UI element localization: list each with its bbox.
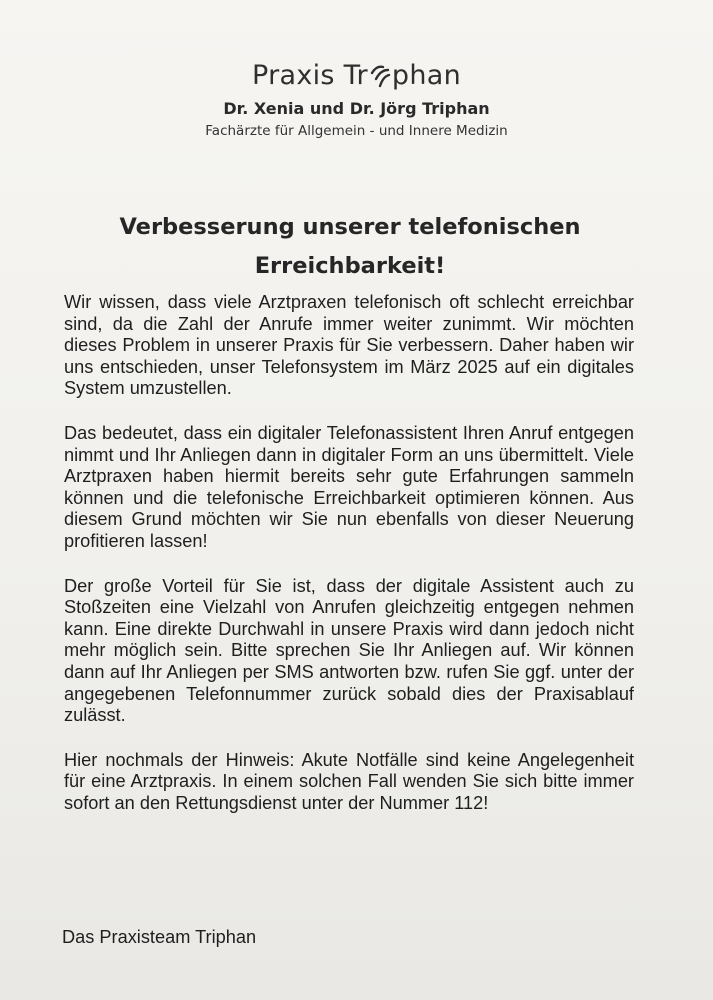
letterhead	[0, 58, 713, 141]
specialty-line: Fachärzte für Allgemein - und Innere Medizin	[205, 123, 508, 139]
practice-name-part1: Praxis Tr	[251, 60, 368, 91]
paragraph-1: Wir wissen, dass viele Arztpraxen telefonisch oft schlecht erreichbar sind, da die Zahl der Anrufe immer weiter zunimmt. Wir möchten dieses Problem in unserer Praxis für Sie verbessern. Daher haben wir uns entschieden, unser Telefonsystem im März 2025 auf ein digitales System umzustellen.	[64, 292, 634, 399]
paragraph-4: Hier nochmals der Hinweis: Akute Notfälle sind keine Angelegenheit für eine Arztpraxis. In einem solchen Fall wenden Sie sich bitte immer sofort an den Rettungsdienst unter der Nummer 112!	[64, 749, 634, 813]
paragraph-2: Das bedeutet, dass ein digitaler Telefonassistent Ihren Anruf entgegen nimmt und Ihr Anliegen dann in digitaler Form an uns übermittelt. Viele Arztpraxen haben hiermit bereits sehr gute Erfahrungen sammeln können und die telefonische Erreichbarkeit optimieren können. Aus diesem Grund möchten wir Sie nun ebenfalls von dieser Neuerung profitieren lassen!	[64, 422, 634, 551]
practice-name-part2: phan	[391, 60, 462, 91]
headline-line-2: Erreichbarkeit!	[254, 253, 446, 279]
paragraph-3: Der große Vorteil für Sie ist, dass der digitale Assistent auch zu Stoßzeiten eine Vielzahl von Anrufen gleichzeitig entgegen nehmen kann. Eine direkte Durchwahl in unsere Praxis wird dann jedoch nicht mehr möglich sein. Bitte sprechen Sie Ihr Anliegen auf. Wir können dann auf Ihr Anliegen per SMS antworten bzw. rufen Sie ggf. unter der angegebenen Telefonnummer zurück sobald dies der Praxisablauf zulässt.	[64, 575, 634, 726]
headline-line-1: Verbesserung unserer telefonischen	[119, 214, 581, 240]
letter-body	[64, 292, 634, 837]
headline	[60, 208, 640, 286]
practice-logo-icon	[369, 62, 391, 90]
doctors-names: Dr. Xenia und Dr. Jörg Triphan	[223, 99, 490, 118]
practice-name	[252, 58, 461, 94]
signoff: Das Praxisteam Triphan	[62, 927, 257, 947]
